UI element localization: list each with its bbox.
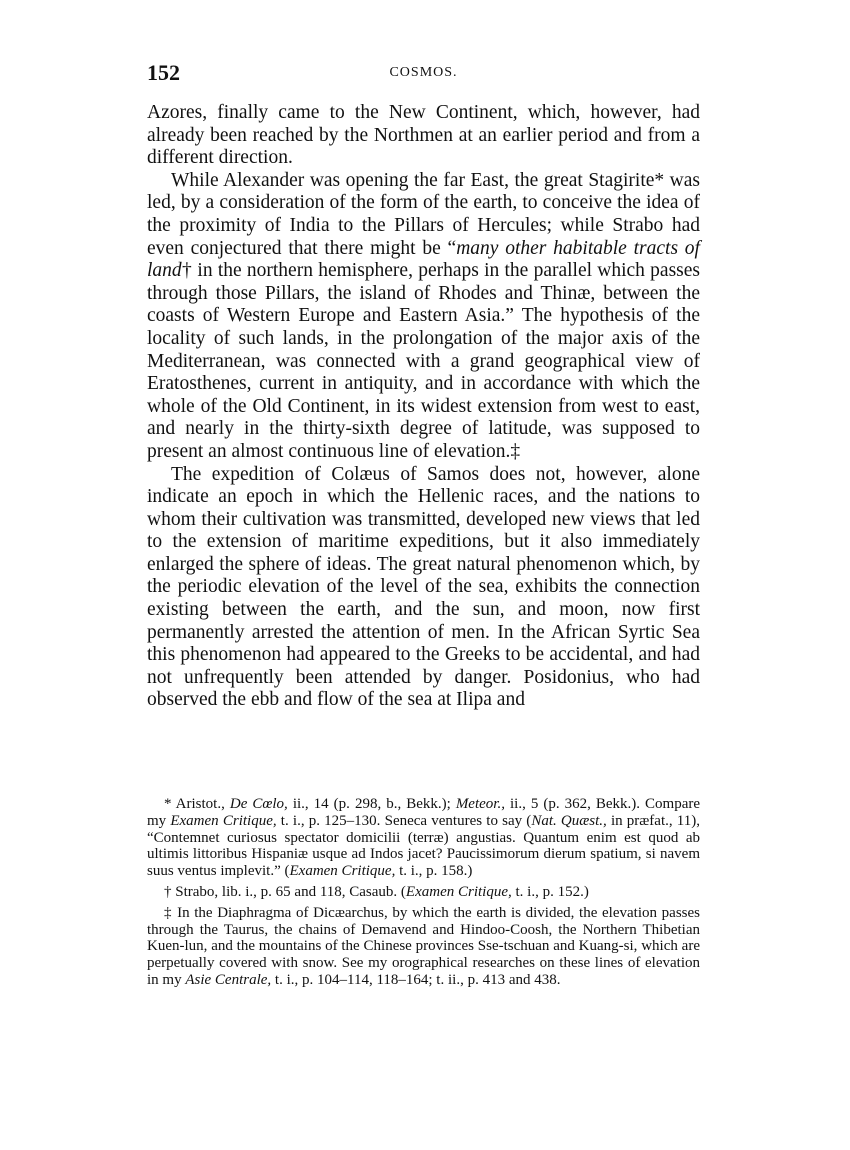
text-run: t. i., p. 152.) — [511, 883, 589, 900]
text-run: † Strabo, lib. i., p. 65 and 118, Casaub. ( — [164, 883, 406, 900]
text-run: was led, by a consideration of the form of the earth, to conceive the idea of the proximity of India to the Pillars of Hercules; while Strabo had even conjectured that there might be “ — [147, 169, 700, 259]
italic-title: Meteor., — [455, 796, 505, 812]
text-run: ii., 5 (p. 362, Bekk.). Compare my — [147, 796, 701, 829]
text-run: t. i., p. 158.) — [395, 863, 473, 880]
footnote — [147, 796, 700, 880]
footnote — [147, 905, 700, 989]
footnote-mark: † — [181, 260, 193, 282]
text-run: ii., 14 (p. 298, b., Bekk.); — [287, 796, 456, 812]
italic-title: Nat. Quæst., — [531, 812, 607, 829]
italic-title: Examen Critique, — [170, 812, 277, 829]
italic-title: Asie Centrale, — [185, 971, 272, 988]
paragraph — [147, 170, 700, 464]
footnote — [147, 884, 700, 901]
text-run: in the northern hemisphere, perhaps in the parallel which passes through those Pillars, the island of Rhodes and Thinæ, between the coasts of Western Europe and Eastern Asia.” The hypothesis of the locality of such lands, in the prolongation of the major axis of the Mediterranean, was connected with a grand geographical view of Eratosthenes, current in antiquity, and in accordance with which the whole of the Old Continent, in its widest extension from west to east, and nearly in the thirty-sixth degree of latitude, was supposed to present an almost continuous line of elevation. — [147, 260, 701, 462]
text-run: ‡ In the Diaphragma of Dicæarchus, by which the earth is divided, the elevation passes through the Taurus, the chains of Demavend and Hindoo-Coosh, the Northern Thibetian Kuen-lun, and the mountains of the Chinese provinces Sse-tschuan and Kuang-si, which are perpetually covered with snow. See my orographical researches on these lines of elevation in my — [147, 904, 700, 988]
italic-title: Examen Critique, — [289, 863, 396, 880]
italic-quote: many other habitable tracts of land — [147, 237, 700, 282]
page-number: 152 — [147, 60, 180, 85]
italic-title: De Cœlo, — [229, 796, 288, 812]
main-text — [147, 102, 700, 712]
paragraph: The expedition of Colæus of Samos does not, however, alone indicate an epoch in which the Hellenic races, and the nations to whom their cultivation was transmitted, developed new views that led to the extension of maritime expeditions, but it also immediately enlarged the sphere of ideas. The great natural phenomenon which, by the periodic elevation of the level of the sea, exhibits the connection existing between the earth, and the sun, and moon, now first permanently arrested the attention of men. In the African Syrtic Sea this phenomenon had appeared to the Greeks to be accidental, and had not unfrequently been attended by danger. Posidonius, who had observed the ebb and flow of the sea at Ilipa and — [147, 463, 700, 711]
footnote-mark: * — [654, 169, 665, 191]
text-run: t. i., p. 125–130. Seneca ventures to say ( — [276, 812, 532, 829]
italic-title: Examen Critique, — [405, 883, 512, 900]
footnotes — [147, 796, 700, 989]
text-run: t. i., p. 104–114, 118–164; t. ii., p. 413 and 438. — [271, 971, 561, 988]
footnote-mark: ‡ — [510, 440, 521, 462]
running-head — [147, 60, 700, 90]
text-run: in præfat., 11), “Contemnet curiosus spectator domicilii (terræ) angustias. Quantum enim est quod ab ultimis littoribus Hispaniæ usque ad Indos jacet? Paucissimorum dierum spatium, si navem suus ventus implevit.” ( — [147, 812, 700, 880]
paragraph: Azores, finally came to the New Continent, which, however, had already been reached by the Northmen at an earlier period and from a different direction. — [147, 102, 700, 169]
text-run: * Aristot., — [164, 796, 230, 812]
running-title: COSMOS. — [389, 65, 458, 80]
text-run: While Alexander was opening the far East, the great Stagirite — [171, 169, 655, 191]
